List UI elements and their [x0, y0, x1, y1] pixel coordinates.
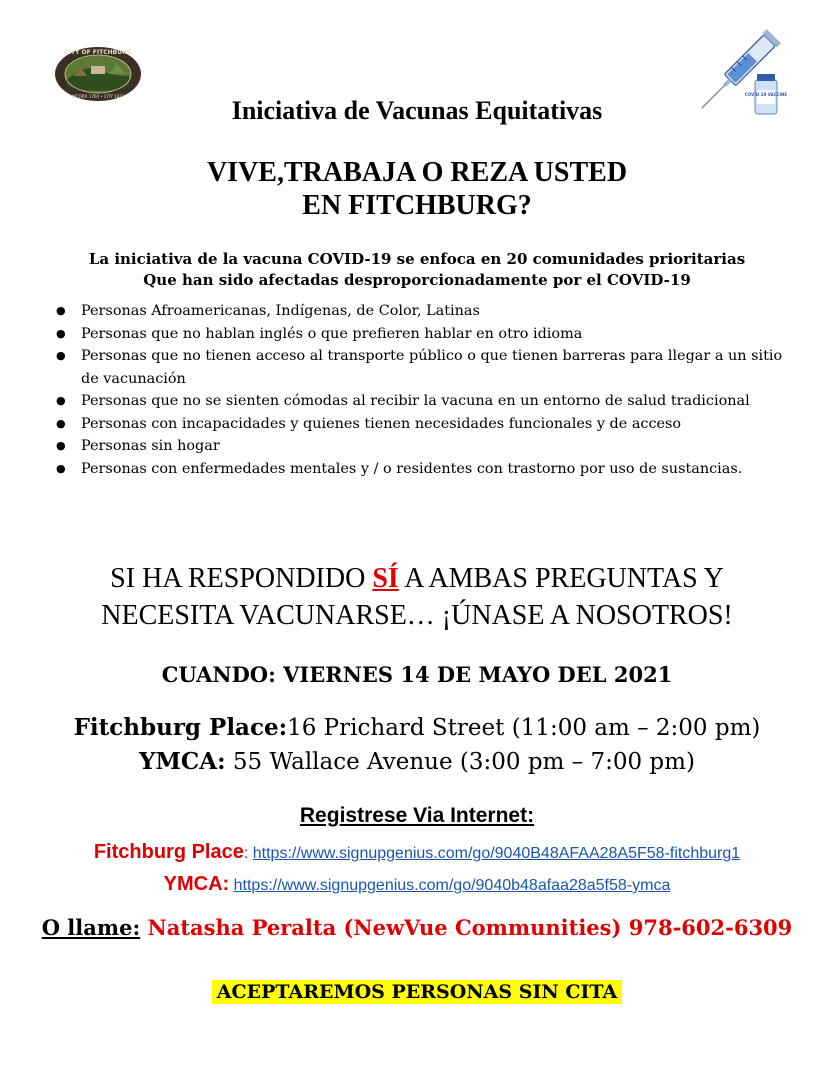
headline-line-2: EN FITCHBURG? — [302, 190, 532, 221]
registration-links — [0, 837, 834, 901]
registration-line-fitchburg: Fitchburg Place: https://www.signupgenius.com/go/9040B48AFAA28A5F58-fitchburg1 — [93, 841, 741, 863]
registration-heading: Registrese Via Internet: — [299, 804, 535, 827]
list-item — [56, 300, 801, 323]
cta-line-2: NECESITA VACUNARSE… ¡ÚNASE A NOSOTROS! — [101, 600, 733, 631]
cta-line-1: SI HA RESPONDIDO SÍ A AMBAS PREGUNTAS Y — [110, 563, 724, 594]
bullet-icon: ● — [56, 304, 66, 317]
list-item — [56, 413, 801, 436]
list-item-text: Personas sin hogar — [81, 438, 220, 454]
vial-label: COVID-19 VACCINE — [744, 92, 788, 97]
phone-contact — [0, 915, 834, 940]
contact-info: Natasha Peralta (NewVue Communities) 978-602-6309 — [140, 915, 793, 940]
list-item-text: Personas con incapacidades y quienes tienen necesidades funcionales y de acceso — [81, 415, 682, 432]
bullet-icon: ● — [56, 394, 66, 407]
bullet-icon: ● — [56, 416, 66, 430]
city-of-fitchburg-logo — [53, 46, 143, 102]
bullet-icon: ● — [56, 326, 66, 340]
logo-text-bottom: INCORP. 1764 • CITY 1872 — [71, 94, 125, 99]
intro-line-2: Que han sido afectadas desproporcionadamente por el COVID-19 — [143, 271, 691, 289]
call-to-action — [0, 560, 834, 634]
cta-highlight: SÍ — [372, 563, 399, 594]
bullet-icon: ● — [56, 349, 66, 362]
list-item-text: Personas que no tienen acceso al transporte público o que tienen barreras para llegar a un sitio de vacunación — [81, 348, 783, 387]
event-date: CUANDO: VIERNES 14 DE MAYO DEL 2021 — [161, 662, 673, 687]
logo-text-top: CITY OF FITCHBURG — [64, 49, 132, 56]
list-item — [56, 458, 801, 481]
walkin-notice-wrap — [0, 980, 834, 1004]
headline-line-1: VIVE,TRABAJA O REZA USTED — [206, 157, 628, 188]
event-locations — [0, 711, 834, 779]
list-item-text: Personas Afroamericanas, Indígenas, de Color, Latinas — [81, 303, 480, 319]
list-item-text: Personas que no hablan inglés o que prefieren hablar en otro idioma — [81, 325, 583, 342]
list-item — [56, 390, 801, 413]
call-label: O llame: — [41, 915, 141, 940]
list-item — [56, 345, 801, 390]
list-item — [56, 323, 801, 346]
list-item-text: Personas que no se sienten cómodas al recibir la vacuna en un entorno de salud tradicional — [81, 393, 750, 409]
list-item-text: Personas con enfermedades mentales y / o residentes con trastorno por uso de sustancias. — [81, 460, 743, 477]
priority-criteria-list — [56, 300, 801, 480]
bullet-icon: ● — [56, 439, 66, 452]
list-item — [56, 435, 801, 458]
walkin-notice: ACEPTAREMOS PERSONAS SIN CITA — [212, 980, 622, 1004]
intro-line-1: La iniciativa de la vacuna COVID-19 se enfoca en 20 comunidades prioritarias — [88, 250, 746, 268]
fitchburg-signup-link[interactable]: https://www.signupgenius.com/go/9040B48AFAA28A5F58-fitchburg1 — [252, 845, 741, 862]
location-ymca: YMCA: 55 Wallace Avenue (3:00 pm – 7:00 pm) — [139, 748, 695, 775]
location-fitchburg-place: Fitchburg Place:16 Prichard Street (11:00 am – 2:00 pm) — [73, 714, 761, 741]
headline — [0, 156, 834, 222]
ymca-signup-link[interactable]: https://www.signupgenius.com/go/9040b48afaa28a5f58-ymca — [233, 877, 671, 894]
page-title: Iniciativa de Vacunas Equitativas — [231, 96, 603, 125]
intro-text — [0, 249, 834, 291]
bullet-icon: ● — [56, 461, 66, 475]
registration-line-ymca: YMCA: https://www.signupgenius.com/go/9040b48afaa28a5f58-ymca — [163, 873, 671, 895]
